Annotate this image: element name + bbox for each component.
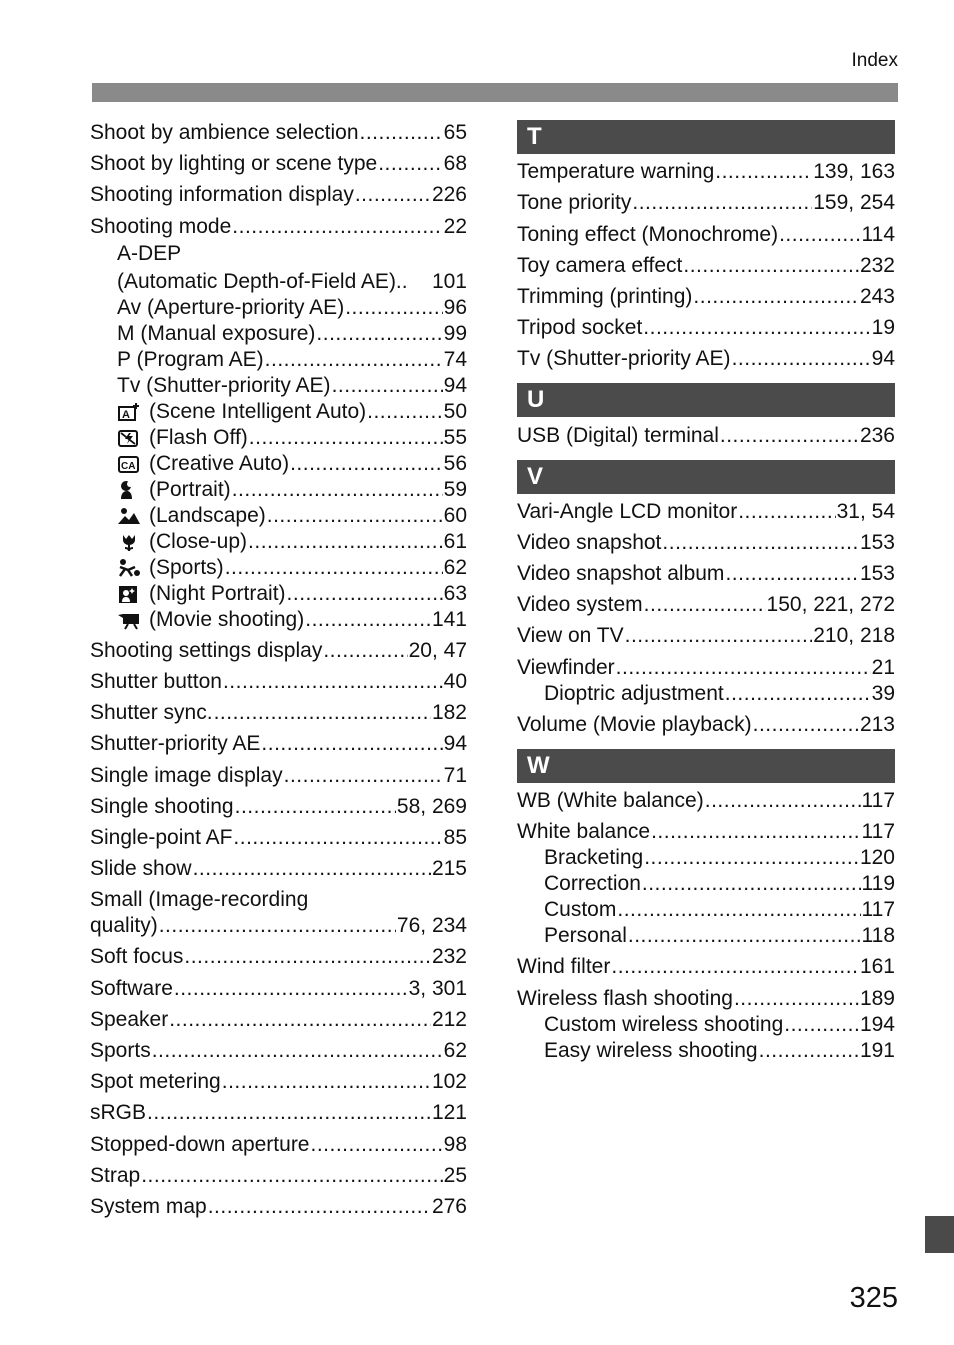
- index-subentry: M (Manual exposure) ..... 99: [90, 321, 467, 347]
- index-entry: Tripod socket ..... 19: [517, 315, 895, 341]
- index-subentry: Easy wireless shooting ..... 191: [517, 1038, 895, 1064]
- index-entry: Shoot by ambience selection ..... 65: [90, 120, 467, 146]
- running-header: Index: [851, 50, 898, 71]
- index-entry: Video system ..... 150, 221, 272: [517, 592, 895, 618]
- header-rule: [92, 83, 898, 102]
- svg-text:CA: CA: [121, 460, 136, 472]
- index-subentry: (Night Portrait) ..... 63: [90, 581, 467, 607]
- index-subentry: (Automatic Depth-of-Field AE).. 101: [117, 269, 467, 293]
- index-entry: Single image display ..... 71: [90, 763, 467, 789]
- index-entry: Slide show ..... 215: [90, 856, 467, 882]
- index-entry: Tone priority ..... 159, 254: [517, 190, 895, 216]
- scene-intelligent-auto-icon: [117, 402, 141, 422]
- index-entry: USB (Digital) terminal ..... 236: [517, 423, 895, 449]
- index-entry: Toy camera effect ..... 232: [517, 253, 895, 279]
- index-entry: Stopped-down aperture ..... 98: [90, 1132, 467, 1158]
- index-entry: WB (White balance) ..... 117: [517, 788, 895, 814]
- index-subentry: Custom wireless shooting ..... 194: [517, 1012, 895, 1038]
- index-entry: sRGB ..... 121: [90, 1100, 467, 1126]
- index-subentry: Dioptric adjustment ..... 39: [517, 681, 895, 707]
- index-column-left: [90, 120, 467, 1220]
- index-entry: Shutter button ..... 40: [90, 669, 467, 695]
- section-header-t: T: [517, 120, 895, 154]
- creative-auto-icon: [117, 454, 141, 474]
- index-entry: Small (Image-recording: [90, 888, 309, 912]
- index-subentry: Correction ..... 119: [517, 871, 895, 897]
- index-entry: View on TV ..... 210, 218: [517, 623, 895, 649]
- sports-icon: [117, 558, 141, 578]
- index-entry: Wireless flash shooting ..... 189: [517, 986, 895, 1012]
- index-entry: Vari-Angle LCD monitor ..... 31, 54: [517, 499, 895, 525]
- index-subentry: (Landscape) ..... 60: [90, 503, 467, 529]
- index-entry: Strap ..... 25: [90, 1163, 467, 1189]
- portrait-icon: [117, 480, 141, 500]
- index-entry: Shoot by lighting or scene type ..... 68: [90, 151, 467, 177]
- close-up-icon: [117, 532, 141, 552]
- index-subentry: Tv (Shutter-priority AE) ..... 94: [90, 373, 467, 399]
- section-header-v: V: [517, 460, 895, 494]
- index-entry: White balance ..... 117: [517, 819, 895, 845]
- index-entry: Temperature warning ..... 139, 163: [517, 159, 895, 185]
- index-entry: Shutter-priority AE ..... 94: [90, 731, 467, 757]
- index-entry: Spot metering ..... 102: [90, 1069, 467, 1095]
- landscape-icon: [117, 506, 141, 526]
- index-entry: Single shooting ..... 58, 269: [90, 794, 467, 820]
- index-entry: Speaker ..... 212: [90, 1007, 467, 1033]
- page-number: 325: [849, 1282, 898, 1314]
- section-header-w: W: [517, 749, 895, 783]
- index-entry: Shooting information display ..... 226: [90, 182, 467, 208]
- movie-shooting-icon: [117, 610, 141, 630]
- index-subentry: A (Scene Intelligent Auto) ..... 50: [90, 399, 467, 425]
- index-entry: Video snapshot ..... 153: [517, 530, 895, 556]
- index-subentry: (Close-up) ..... 61: [90, 529, 467, 555]
- section-header-u: U: [517, 383, 895, 417]
- index-entry: Toning effect (Monochrome) ..... 114: [517, 222, 895, 248]
- index-subentry: Bracketing ..... 120: [517, 845, 895, 871]
- index-subentry: Personal ..... 118: [517, 923, 895, 949]
- index-subentry: (Movie shooting) ..... 141: [90, 607, 467, 633]
- night-portrait-icon: [117, 584, 141, 604]
- index-entry: Wind filter ..... 161: [517, 954, 895, 980]
- index-entry: Trimming (printing) ..... 243: [517, 284, 895, 310]
- index-subentry: (Sports) ..... 62: [90, 555, 467, 581]
- svg-text:A: A: [122, 408, 130, 421]
- chapter-tab: [925, 1216, 954, 1253]
- index-subentry: P (Program AE) ..... 74: [90, 347, 467, 373]
- index-column-right: [517, 120, 895, 1064]
- index-entry: Sports ..... 62: [90, 1038, 467, 1064]
- index-entry: Viewfinder ..... 21: [517, 655, 895, 681]
- flash-off-icon: [117, 428, 141, 448]
- index-entry: Shutter sync. ..... 182: [90, 700, 467, 726]
- index-entry: Tv (Shutter-priority AE) ..... 94: [517, 346, 895, 372]
- index-entry-continued: quality) ..... 76, 234: [90, 913, 467, 939]
- index-entry: System map ..... 276: [90, 1194, 467, 1220]
- index-subentry: (Portrait) ..... 59: [90, 477, 467, 503]
- index-entry: Software ..... 3, 301: [90, 976, 467, 1002]
- index-entry: Shooting mode ..... 22: [90, 214, 467, 240]
- index-subentry: A-DEP: [117, 241, 182, 265]
- index-entry: Shooting settings display ..... 20, 47: [90, 638, 467, 664]
- index-entry: Single-point AF ..... 85: [90, 825, 467, 851]
- index-entry: Video snapshot album ..... 153: [517, 561, 895, 587]
- index-subentry: (Flash Off) ..... 55: [90, 425, 467, 451]
- index-subentry: Custom ..... 117: [517, 897, 895, 923]
- index-entry: Volume (Movie playback) ..... 213: [517, 712, 895, 738]
- index-subentry: CA (Creative Auto) ..... 56: [90, 451, 467, 477]
- index-entry: Soft focus ..... 232: [90, 944, 467, 970]
- index-subentry: Av (Aperture-priority AE) ..... 96: [90, 295, 467, 321]
